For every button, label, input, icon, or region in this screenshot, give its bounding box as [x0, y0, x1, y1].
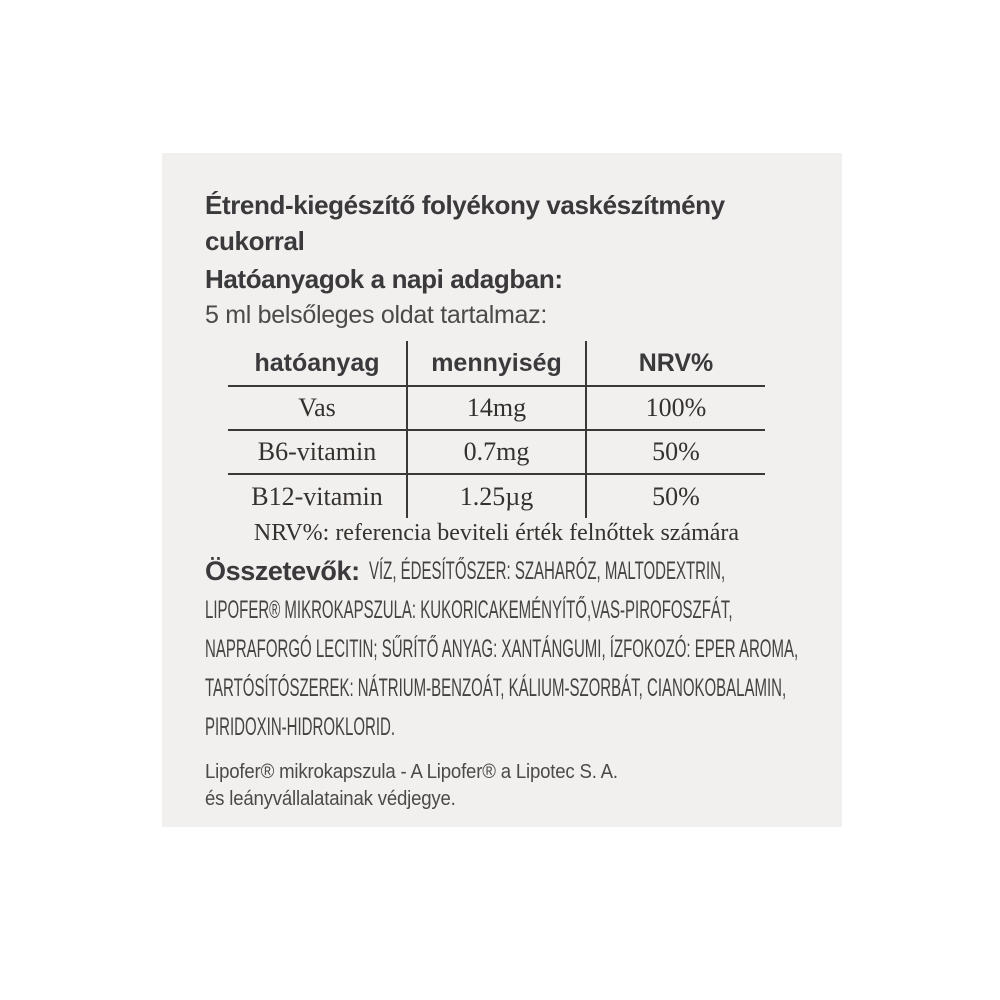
column-header-hatoanyag: hatóanyag	[228, 341, 407, 386]
column-header-nrv: NRV%	[586, 341, 765, 386]
ingredients-line	[205, 552, 808, 591]
cell-amount: 0.7mg	[407, 430, 586, 474]
column-header-mennyiseg: mennyiség	[407, 341, 586, 386]
nrv-footnote: NRV%: referencia beviteli érték felnőttek számára	[253, 520, 740, 546]
table-header-row	[228, 341, 765, 386]
table-row	[228, 474, 765, 518]
cell-name: B6-vitamin	[228, 430, 407, 474]
ingredients-line	[205, 591, 808, 630]
product-title-line2: cukorral	[205, 226, 305, 256]
ingredients-text: PIRIDOXIN-HIDROKLORID.	[205, 713, 396, 741]
ingredients-line	[205, 630, 808, 669]
label-card	[162, 153, 842, 827]
ingredients-text: VÍZ, ÉDESÍTŐSZER: SZAHARÓZ, MALTODEXTRIN,	[368, 557, 725, 585]
cell-name: Vas	[228, 386, 407, 430]
ingredients-line	[205, 669, 808, 708]
ingredients-text: LIPOFER® MIKROKAPSZULA: KUKORICAKEMÉNYÍTŐ,VAS-PIROFOSZFÁT,	[205, 596, 733, 624]
cell-nrv: 50%	[586, 430, 765, 474]
dose-line: 5 ml belsőleges oldat tartalmaz:	[205, 301, 547, 329]
cell-amount: 1.25µg	[407, 474, 586, 518]
actives-heading: Hatóanyagok a napi adagban:	[205, 264, 563, 294]
cell-amount: 14mg	[407, 386, 586, 430]
product-title-line1: Étrend-kiegészítő folyékony vaskészítmény	[205, 190, 725, 220]
table-row	[228, 430, 765, 474]
cell-nrv: 100%	[586, 386, 765, 430]
ingredients-paragraph	[205, 552, 808, 747]
trademark-line2: és leányvállalatainak védjegye.	[205, 788, 456, 810]
table-row	[228, 386, 765, 430]
ingredients-text: TARTÓSÍTÓSZEREK: NÁTRIUM-BENZOÁT, KÁLIUM-SZORBÁT, CIANOKOBALAMIN,	[205, 674, 787, 702]
cell-nrv: 50%	[652, 481, 700, 511]
ingredients-label: Összetevők:	[205, 556, 360, 586]
nutrient-table-wrap	[228, 341, 765, 546]
trademark-note	[205, 759, 766, 813]
ingredients-text: NAPRAFORGÓ LECITIN; SŰRÍTŐ ANYAG: XANTÁNGUMI, ÍZFOKOZÓ: EPER AROMA,	[205, 635, 799, 663]
ingredients-line	[205, 708, 808, 747]
nutrient-table	[228, 341, 765, 518]
trademark-line1: Lipofer® mikrokapszula - A Lipofer® a Lipotec S. A.	[205, 761, 618, 783]
cell-name: B12-vitamin	[251, 481, 383, 511]
